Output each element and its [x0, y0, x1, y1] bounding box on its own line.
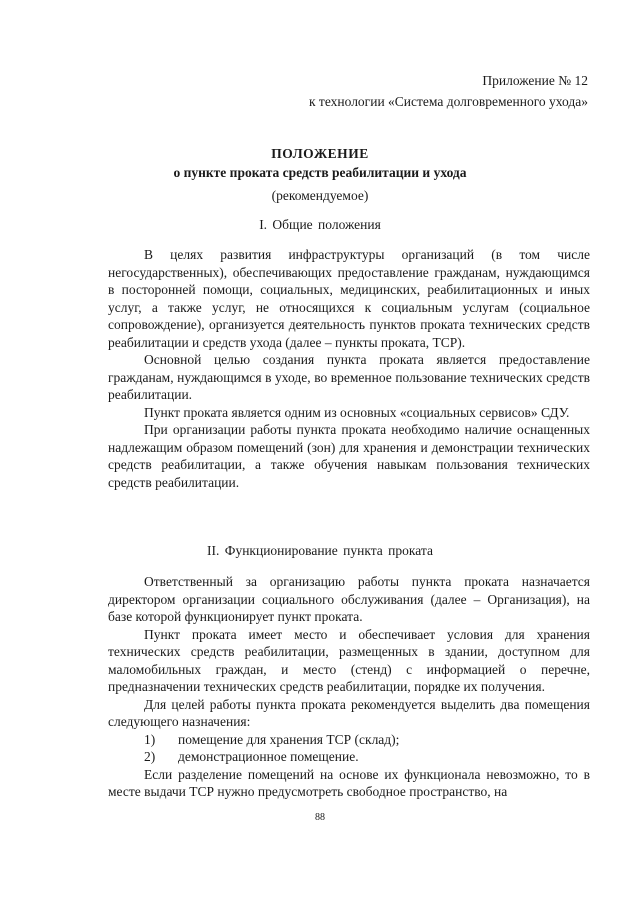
list-item-text: помещение для хранения ТСР (склад);	[178, 731, 400, 747]
paragraph: При организации работы пункта проката необходимо наличие оснащенных надлежащим образом помещений (зон) для хранения и демонстрации технических средств реабилитации, а также обучения навыкам пользования технических средств реабилитации.	[108, 422, 590, 490]
page-number: 88	[315, 812, 325, 823]
section-1-body	[108, 246, 590, 491]
paragraph: В целях развития инфраструктуры организаций (в том числе негосударственных), обеспечивающих предоставление гражданам, нуждающимся в посторонней помощи, социальных, медицинских, реабилитационных и иных услуг, а также услуг, не относящихся к социальным услугам (социальное сопровождение), организуется деятельность пунктов проката технических средств реабилитации и средств ухода (далее – пункты проката, ТСР).	[108, 247, 590, 350]
paragraph: Для целей работы пункта проката рекомендуется выделить два помещения следующего назначения:	[108, 696, 590, 729]
section-1-heading: I. Общие положения	[259, 217, 381, 232]
list-item	[108, 731, 590, 749]
paragraph: Пункт проката является одним из основных «социальных сервисов» СДУ.	[144, 404, 570, 420]
paragraph: Если разделение помещений на основе их функционала невозможно, то в месте выдачи ТСР нужно предусмотреть свободное пространство, на	[108, 766, 590, 799]
appendix-header	[309, 70, 588, 112]
list-item-number: 2)	[144, 749, 156, 764]
document-note: (рекомендуемое)	[271, 188, 369, 203]
paragraph: Пункт проката имеет место и обеспечивает условия для хранения технических средств реабилитации, размещенных в здании, доступном для маломобильных граждан, и место (стенд) с информацией о перечне, предназначении технических средств реабилитации, порядке их получения.	[108, 626, 590, 694]
document-subtitle: о пункте проката средств реабилитации и ухода	[173, 165, 467, 180]
section-2-heading: II. Функционирование пункта проката	[207, 543, 433, 558]
paragraph: Основной целью создания пункта проката является предоставление гражданам, нуждающимся в уходе, во временное пользование технических средств реабилитации.	[108, 352, 590, 402]
appendix-number: Приложение № 12	[482, 73, 588, 88]
paragraph: Ответственный за организацию работы пункта проката назначается директором организации социального обслуживания (далее – Организация), на базе которой функционирует пункт проката.	[108, 574, 590, 624]
document-title: ПОЛОЖЕНИЕ	[271, 146, 369, 161]
list-item	[108, 748, 590, 766]
list-item-number: 1)	[144, 731, 156, 747]
section-2-body	[108, 573, 590, 801]
list-item-text: демонстрационное помещение.	[178, 749, 359, 764]
premises-list	[108, 731, 590, 766]
appendix-reference: к технологии «Система долговременного ухода»	[309, 94, 588, 109]
